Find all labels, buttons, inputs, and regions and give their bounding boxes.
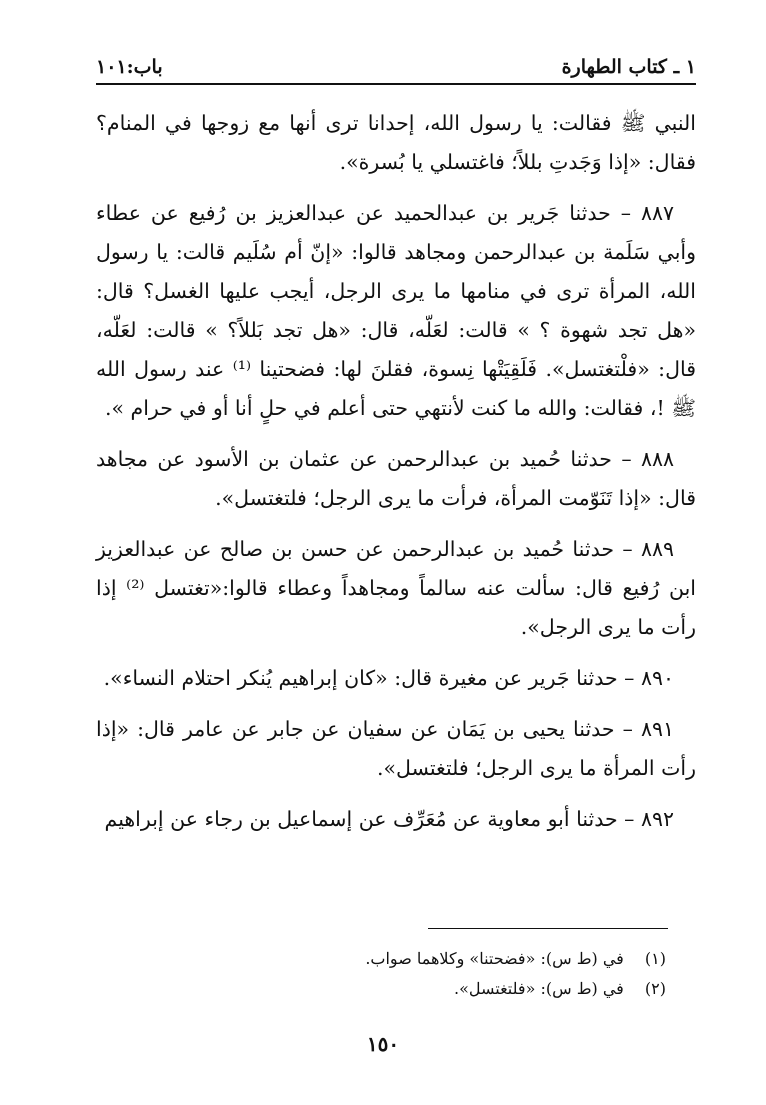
page-number: ١٥٠ [366,1032,400,1056]
main-text [96,104,696,851]
header-divider [96,83,696,85]
hadith-888: ٨٨٨ – حدثنا حُميد بن عبدالرحمن عن عثمان بن الأسود عن مجاهد قال: «إذا تَنَوّمت المرأة، فرأت ما يرى الرجل؛ فلتغتسل». [96,447,696,510]
hadith-887: ٨٨٧ – حدثنا جَرير بن عبدالحميد عن عبدالعزيز بن رُفيع عن عطاء وأبي سَلَمة بن عبدالرحمن ومجاهد قالوا: «إنّ أم سُلَيم قالت: يا رسول الله، المرأة ترى في منامها ما يرى الرجل، أيجب عليها الغسل؟ قال: «هل تجد شهوة ؟ » قالت: لعَلّه، قال: «هل تجد بَللاً؟ » قالت: لعَلّه، قال: «فلْتغتسل». فَلَقِيَتْها نِسوة، فقلنَ لها: فضحتينا ⁽¹⁾ عند رسول الله ﷺ !، فقالت: والله ما كنت لأنتهي حتى أعلم في حلٍ أنا أو في حرام ». [96,201,697,420]
chapter-label: باب:١٠١ [96,56,163,78]
hadith-891: ٨٩١ – حدثنا يحيى بن يَمَان عن سفيان عن جابر عن عامر قال: «إذا رأت المرأة ما يرى الرجل؛ فلتغتسل». [96,717,696,780]
running-header [96,48,696,78]
paragraph-continuation: النبي ﷺ فقالت: يا رسول الله، إحدانا ترى أنها مع زوجها في المنام؟ فقال: «إذا وَجَدتِ بللاً؛ فاغتسلي يا بُسرة». [96,111,696,174]
footnote-text: في (ط س): «فضحتنا» وكلاهما صواب. [365,949,624,968]
book-title: ١ ـ كتاب الطهارة [561,56,696,78]
footnote-divider [428,928,668,929]
footnote-2 [96,974,666,1004]
hadith-889: ٨٨٩ – حدثنا حُميد بن عبدالرحمن عن حسن بن صالح عن عبدالعزيز ابن رُفيع قال: سألت عنه سالماً ومجاهداً وعطاء قالوا:«تغتسل ⁽²⁾ إذا رأت ما يرى الرجل». [96,537,696,639]
hadith-890: ٨٩٠ – حدثنا جَرير عن مغيرة قال: «كان إبراهيم يُنكر احتلام النساء». [103,666,674,690]
footnote-number: (١) [644,949,666,968]
footnote-number: (٢) [644,979,666,998]
footnotes [96,944,666,1004]
footnote-text: في (ط س): «فلتغتسل». [453,979,624,998]
footnote-1 [96,944,666,974]
hadith-892: ٨٩٢ – حدثنا أبو معاوية عن مُعَرِّف عن إسماعيل بن رجاء عن إبراهيم [104,807,674,831]
